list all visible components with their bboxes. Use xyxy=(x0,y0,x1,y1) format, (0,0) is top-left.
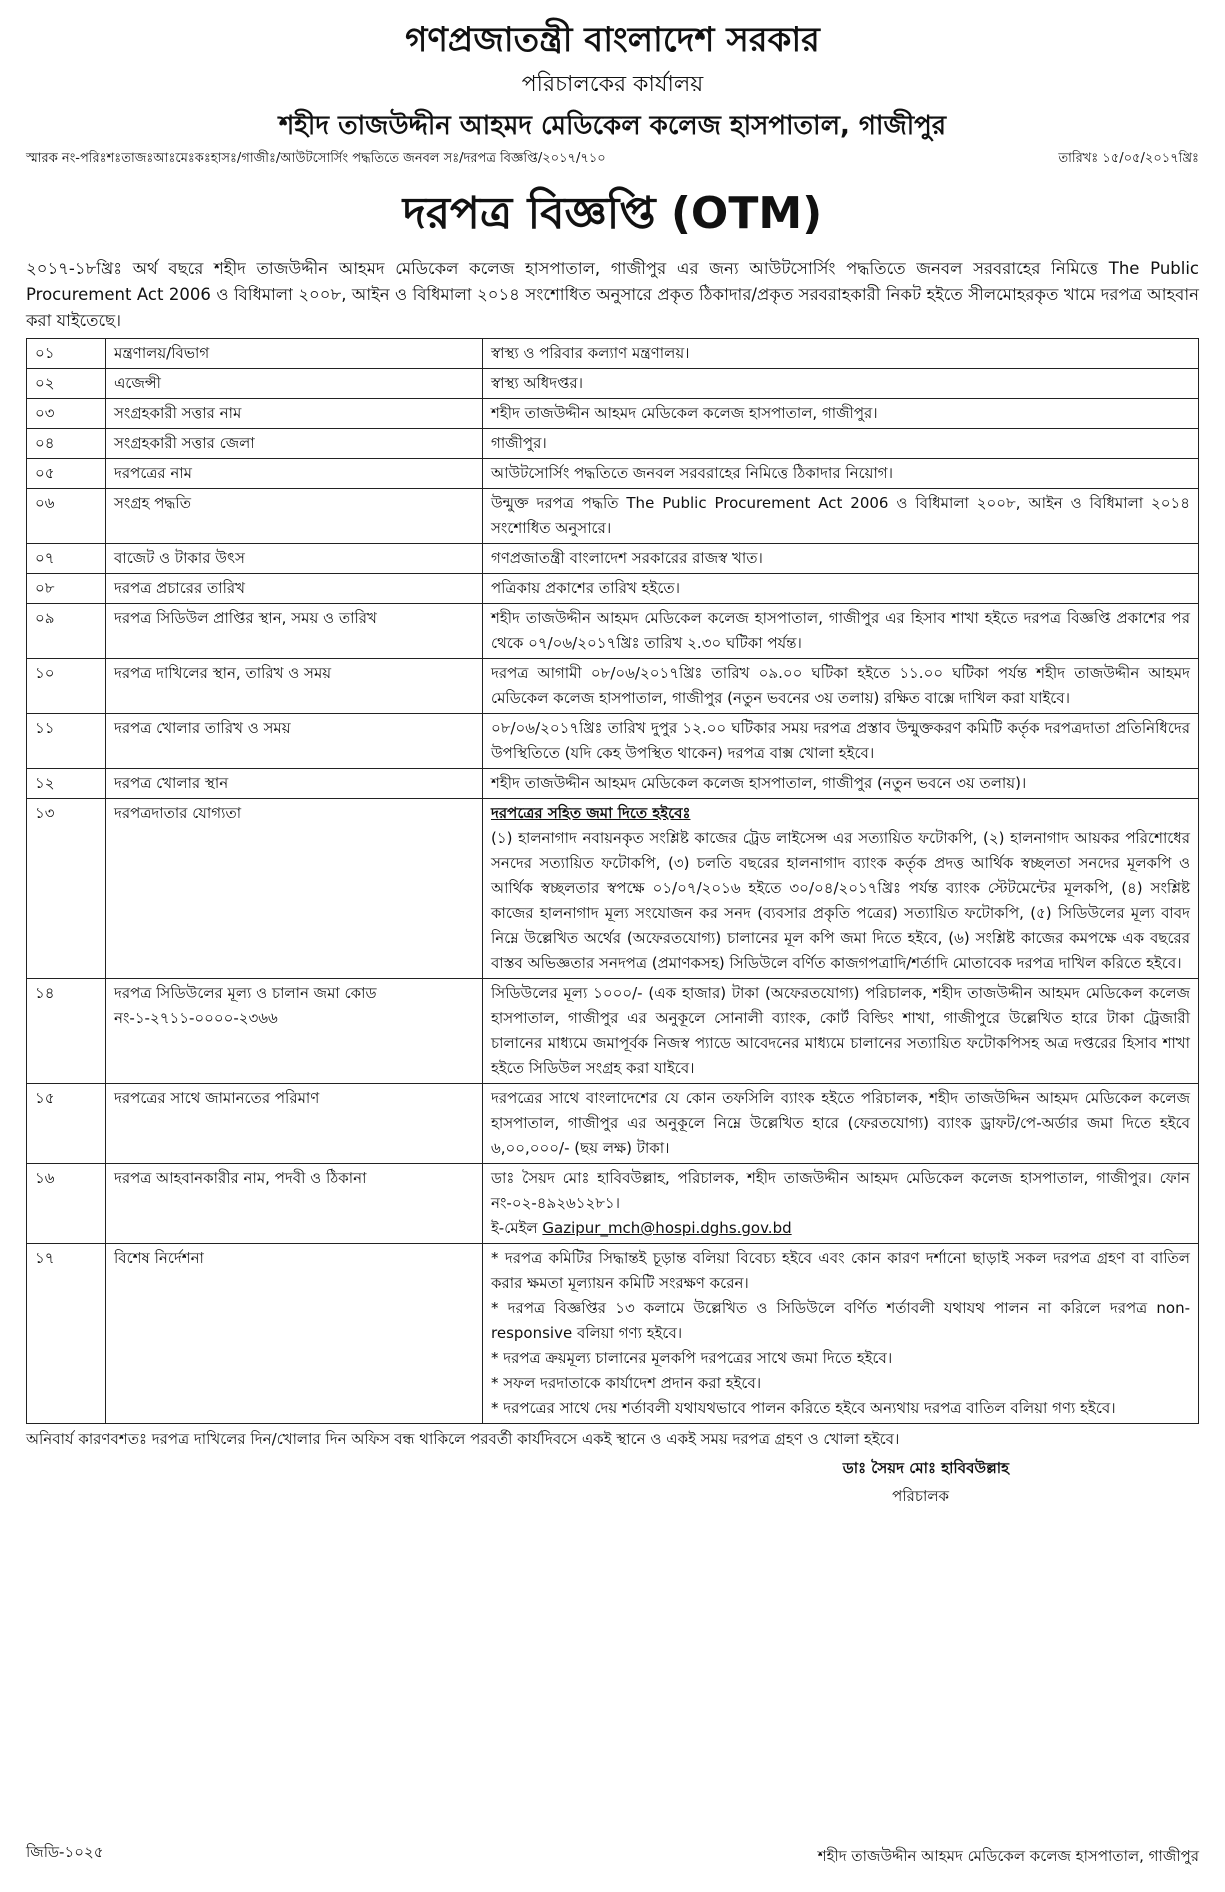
row-number: ১৭ xyxy=(27,1244,106,1424)
office-name: পরিচালকের কার্যালয় xyxy=(521,72,704,97)
row-value xyxy=(483,429,1199,459)
table-row xyxy=(27,799,1199,979)
row-value-text: আউটসোর্সিং পদ্ধতিতে জনবল সরবরাহের নিমিত্তে ঠিকাদার নিয়োগ। xyxy=(491,464,893,482)
signer-title: পরিচালক xyxy=(892,1487,949,1505)
row-number: ১২ xyxy=(27,769,106,799)
table-row xyxy=(27,1244,1199,1424)
row-label: দরপত্র সিডিউল প্রাপ্তির স্থান, সময় ও তারিখ xyxy=(106,604,483,659)
table-row xyxy=(27,574,1199,604)
row-label: বিশেষ নির্দেশনা xyxy=(106,1244,483,1424)
email-label: ই-মেইল xyxy=(491,1219,543,1237)
row-label: দরপত্রের সাথে জামানতের পরিমাণ xyxy=(106,1084,483,1164)
row-value-text: শহীদ তাজউদ্দীন আহমদ মেডিকেল কলেজ হাসপাতাল, গাজীপুর। xyxy=(491,404,878,422)
letterhead xyxy=(26,18,1199,146)
instruction-item: * দরপত্র কমিটির সিদ্ধান্তই চূড়ান্ত বলিয়া বিবেচ্য হইবে এবং কোন কারণ দর্শানো ছাড়াই সকল দরপত্র গ্রহণ বা বাতিল করার ক্ষমতা মূল্যায়ন কমিটি সংরক্ষণ করেন। xyxy=(491,1249,1190,1292)
signature-block xyxy=(26,1454,1159,1510)
table-row xyxy=(27,659,1199,714)
table-row xyxy=(27,1084,1199,1164)
row-value xyxy=(483,459,1199,489)
instruction-item: * দরপত্র ক্রয়মূল্য চালানের মূলকপি দরপত্রের সাথে জমা দিতে হইবে। xyxy=(491,1349,893,1367)
row-label: দরপত্র খোলার স্থান xyxy=(106,769,483,799)
row-number: ১৪ xyxy=(27,979,106,1084)
table-row xyxy=(27,714,1199,769)
row-label: দরপত্র প্রচারের তারিখ xyxy=(106,574,483,604)
row-label: সংগ্রহ পদ্ধতি xyxy=(106,489,483,544)
row-value xyxy=(483,769,1199,799)
notice-title: দরপত্র বিজ্ঞপ্তি (OTM) xyxy=(402,188,823,239)
row-value xyxy=(483,1244,1199,1424)
row-value xyxy=(483,399,1199,429)
row-number: ০২ xyxy=(27,369,106,399)
row-subheading: দরপত্রের সহিত জমা দিতে হইবেঃ xyxy=(491,804,691,822)
row-value xyxy=(483,544,1199,574)
row-value xyxy=(483,339,1199,369)
table-row xyxy=(27,769,1199,799)
row-label: মন্ত্রণালয়/বিভাগ xyxy=(106,339,483,369)
row-value xyxy=(483,979,1199,1084)
row-value-text: ০৮/০৬/২০১৭খ্রিঃ তারিখ দুপুর ১২.০০ ঘটিকার সময় দরপত্র প্রস্তাব উন্মুক্তকরণ কমিটি কর্তৃক দরপত্রদাতা প্রতিনিধিদের উপস্থিতিতে (যদি কেহ উপস্থিত থাকেন) দরপত্র বাক্স খোলা হইবে। xyxy=(491,719,1190,762)
row-value-text: দরপত্র আগামী ০৮/০৬/২০১৭খ্রিঃ তারিখ ০৯.০০ ঘটিকা হইতে ১১.০০ ঘটিকা পর্যন্ত শহীদ তাজউদ্দীন আহমদ মেডিকেল কলেজ হাসপাতাল, গাজীপুর (নতুন ভবনের ৩য় তলায়) রক্ষিত বাক্সে দাখিল করা যাইবে। xyxy=(491,664,1190,707)
row-value-text: স্বাস্থ্য অধিদপ্তর। xyxy=(491,374,584,392)
table-row xyxy=(27,339,1199,369)
row-number: ০৯ xyxy=(27,604,106,659)
row-label: বাজেট ও টাকার উৎস xyxy=(106,544,483,574)
table-row xyxy=(27,979,1199,1084)
row-label: দরপত্রদাতার যোগ্যতা xyxy=(106,799,483,979)
row-value-text: পত্রিকায় প্রকাশের তারিখ হইতে। xyxy=(491,579,680,597)
row-value-text: (১) হালনাগাদ নবায়নকৃত সংশ্লিষ্ট কাজের ট্রেড লাইসেন্স এর সত্যায়িত ফটোকপি, (২) হালনাগাদ আয়কর পরিশোধের সনদের সত্যায়িত ফটোকপি, (৩) চলতি বছরের হালনাগাদ ব্যাংক কর্তৃক প্রদত্ত আর্থিক স্বচ্ছলতা সনদের মূলকপি ও আর্থিক স্বচ্ছলতার স্বপক্ষে ০১/০৭/২০১৬ হইতে ৩০/০৪/২০১৭খ্রিঃ পর্যন্ত ব্যাংক স্টেটমেন্টের মূলকপি, (৪) সংশ্লিষ্ট কাজের হালনাগাদ মূল্য সংযোজন কর সনদ (ব্যবসার প্রকৃতি পত্রের) সত্যায়িত ফটোকপি, (৫) সিডিউলের মূল্য বাবদ নিম্নে উল্লেখিত অর্থের (অফেরতযোগ্য) চালানের মূল কপি জমা দিতে হইবে, (৬) সংশ্লিষ্ট কাজের কমপক্ষে এক বছরের বাস্তব অভিজ্ঞতার সনদপত্র (প্রমাণকসহ) সিডিউলে বর্ণিত কাজগপত্রাদি/শর্তাদি মোতাবেক দরপত্র দাখিল করিতে হইবে। xyxy=(491,829,1190,972)
table-row xyxy=(27,604,1199,659)
row-value-text: সিডিউলের মূল্য ১০০০/- (এক হাজার) টাকা (অফেরতযোগ্য) পরিচালক, শহীদ তাজউদ্দীন আহমদ মেডিকেল কলেজ হাসপাতাল, গাজীপুর এর অনুকূলে সোনালী ব্যাংক, কোর্ট বিল্ডিং শাখা, গাজীপুরে উল্লেখিত হারে টাকা ট্রেজারী চালানের মাধ্যমে জমাপূর্বক নিজস্ব প্যাডে আবেদনের মাধ্যমে চালানের সত্যায়িত ফটোকপিসহ অত্র দপ্তরের হিসাব শাখা হইতে সিডিউল সংগ্রহ করা যাইবে। xyxy=(491,984,1190,1077)
row-number: ১০ xyxy=(27,659,106,714)
row-value xyxy=(483,1084,1199,1164)
instruction-item: * দরপত্র বিজ্ঞপ্তির ১৩ কলামে উল্লেখিত ও সিডিউলে বর্ণিত শর্তাবলী যথাযথ পালন না করিলে দরপত্র non-responsive বলিয়া গণ্য হইবে। xyxy=(491,1299,1190,1342)
row-label: এজেন্সী xyxy=(106,369,483,399)
row-value xyxy=(483,489,1199,544)
row-value xyxy=(483,1164,1199,1244)
gd-number: জিডি-১০২৫ xyxy=(26,1843,104,1861)
row-value-text: দরপত্রের সাথে বাংলাদেশের যে কোন তফসিলি ব্যাংক হইতে পরিচালক, শহীদ তাজউদ্দিন আহমদ মেডিকেল কলেজ হাসপাতাল, গাজীপুর এর অনুকূলে নিম্নে উল্লেখিত হারে (ফেরতযোগ্য) ব্যাংক ড্রাফট/পে-অর্ডার জমা দিতে হইবে ৬,০০,০০০/- (ছয় লক্ষ) টাকা। xyxy=(491,1089,1190,1157)
table-row xyxy=(27,429,1199,459)
row-number: ০৩ xyxy=(27,399,106,429)
hospital-name: শহীদ তাজউদ্দীন আহমদ মেডিকেল কলেজ হাসপাতাল, গাজীপুর xyxy=(278,111,947,141)
tender-details-table xyxy=(26,338,1199,1424)
row-value-text: উন্মুক্ত দরপত্র পদ্ধতি The Public Procurement Act 2006 ও বিধিমালা ২০০৮, আইন ও বিধিমালা ২০১৪ সংশোধিত অনুসারে। xyxy=(491,494,1190,537)
row-number: ০৪ xyxy=(27,429,106,459)
row-label: দরপত্র আহবানকারীর নাম, পদবী ও ঠিকানা xyxy=(106,1164,483,1244)
row-label: দরপত্র সিডিউলের মূল্য ও চালান জমা কোড নং-১-২৭১১-০০০০-২৩৬৬ xyxy=(106,979,483,1084)
row-value-text: স্বাস্থ্য ও পরিবার কল্যাণ মন্ত্রণালয়। xyxy=(491,344,690,362)
row-value-text: গণপ্রজাতন্ত্রী বাংলাদেশ সরকারের রাজস্ব খাত। xyxy=(491,549,763,567)
row-value-text: শহীদ তাজউদ্দীন আহমদ মেডিকেল কলেজ হাসপাতাল, গাজীপুর এর হিসাব শাখা হইতে দরপত্র বিজ্ঞপ্তি প্রকাশের পর থেকে ০৭/০৬/২০১৭খ্রিঃ তারিখ ২.৩০ ঘটিকা পর্যন্ত। xyxy=(491,609,1190,652)
row-value xyxy=(483,369,1199,399)
row-number: ০১ xyxy=(27,339,106,369)
intro-paragraph: ২০১৭-১৮খ্রিঃ অর্থ বছরে শহীদ তাজউদ্দীন আহমদ মেডিকেল কলেজ হাসপাতাল, গাজীপুর এর জন্য আউটসোর্সিং পদ্ধতিতে জনবল সরবরাহের নিমিত্তে The Public Procurement Act 2006 ও বিধিমালা ২০০৮, আইন ও বিধিমালা ২০১৪ সংশোধিত অনুসারে প্রকৃত ঠিকাদার/প্রকৃত সরবরাহকারী নিকট হইতে সীলমোহরকৃত খামে দরপত্র আহবান করা যাইতেছে। xyxy=(26,259,1199,330)
government-name: গণপ্রজাতন্ত্রী বাংলাদেশ সরকার xyxy=(405,20,820,60)
signer-name: ডাঃ সৈয়দ মোঃ হাবিবউল্লাহ xyxy=(842,1459,1009,1477)
table-row xyxy=(27,459,1199,489)
instruction-item: * দরপত্রের সাথে দেয় শর্তাবলী যথাযথভাবে পালন করিতে হইবে অন্যথায় দরপত্র বাতিল বলিয়া গণ্য হইবে। xyxy=(491,1399,1116,1417)
table-row xyxy=(27,489,1199,544)
row-number: ১৬ xyxy=(27,1164,106,1244)
row-number: ০৮ xyxy=(27,574,106,604)
row-label: দরপত্রের নাম xyxy=(106,459,483,489)
notice-date: তারিখঃ ১৫/০৫/২০১৭খ্রিঃ xyxy=(1058,151,1199,166)
row-number: ১৫ xyxy=(27,1084,106,1164)
table-row xyxy=(27,544,1199,574)
row-number: ১১ xyxy=(27,714,106,769)
row-value-text: ডাঃ সৈয়দ মোঃ হাবিবউল্লাহ, পরিচালক, শহীদ তাজউদ্দীন আহমদ মেডিকেল কলেজ হাসপাতাল, গাজীপুর। ফোন নং-০২-৪৯২৬১২৮১। xyxy=(491,1169,1190,1212)
signer-organization: শহীদ তাজউদ্দীন আহমদ মেডিকেল কলেজ হাসপাতাল, গাজীপুর xyxy=(817,1847,1199,1865)
footer-note: অনিবার্য কারণবশতঃ দরপত্র দাখিলের দিন/খোলার দিন অফিস বন্ধ থাকিলে পরবর্তী কার্যদিবসে একই স্থানে ও একই সময় দরপত্র গ্রহণ ও খোলা হইবে। xyxy=(26,1430,900,1448)
row-value xyxy=(483,799,1199,979)
row-label: সংগ্রহকারী সত্তার জেলা xyxy=(106,429,483,459)
row-number: ০৬ xyxy=(27,489,106,544)
row-value xyxy=(483,574,1199,604)
table-row xyxy=(27,1164,1199,1244)
memo-number: স্মারক নং-পরিঃশঃতাজঃআঃমেঃকঃহাসঃ/গাজীঃ/আউটসোর্সিং পদ্ধতিতে জনবল সঃ/দরপত্র বিজ্ঞপ্তি/২০১৭/৭১০ xyxy=(26,151,606,166)
row-label: সংগ্রহকারী সত্তার নাম xyxy=(106,399,483,429)
instruction-item: * সফল দরদাতাকে কার্যাদেশ প্রদান করা হইবে। xyxy=(491,1374,762,1392)
row-number: ০৫ xyxy=(27,459,106,489)
row-value xyxy=(483,714,1199,769)
row-number: ১৩ xyxy=(27,799,106,979)
row-value xyxy=(483,659,1199,714)
row-value-text: গাজীপুর। xyxy=(491,434,547,452)
email-line xyxy=(491,1216,1190,1241)
email-link[interactable]: Gazipur_mch@hospi.dghs.gov.bd xyxy=(542,1219,792,1237)
row-value-text: শহীদ তাজউদ্দীন আহমদ মেডিকেল কলেজ হাসপাতাল, গাজীপুর (নতুন ভবনে ৩য় তলায়)। xyxy=(491,774,1027,792)
row-number: ০৭ xyxy=(27,544,106,574)
row-value xyxy=(483,604,1199,659)
reference-row xyxy=(26,148,1199,170)
table-row xyxy=(27,369,1199,399)
row-label: দরপত্র দাখিলের স্থান, তারিখ ও সময় xyxy=(106,659,483,714)
table-row xyxy=(27,399,1199,429)
row-label: দরপত্র খোলার তারিখ ও সময় xyxy=(106,714,483,769)
